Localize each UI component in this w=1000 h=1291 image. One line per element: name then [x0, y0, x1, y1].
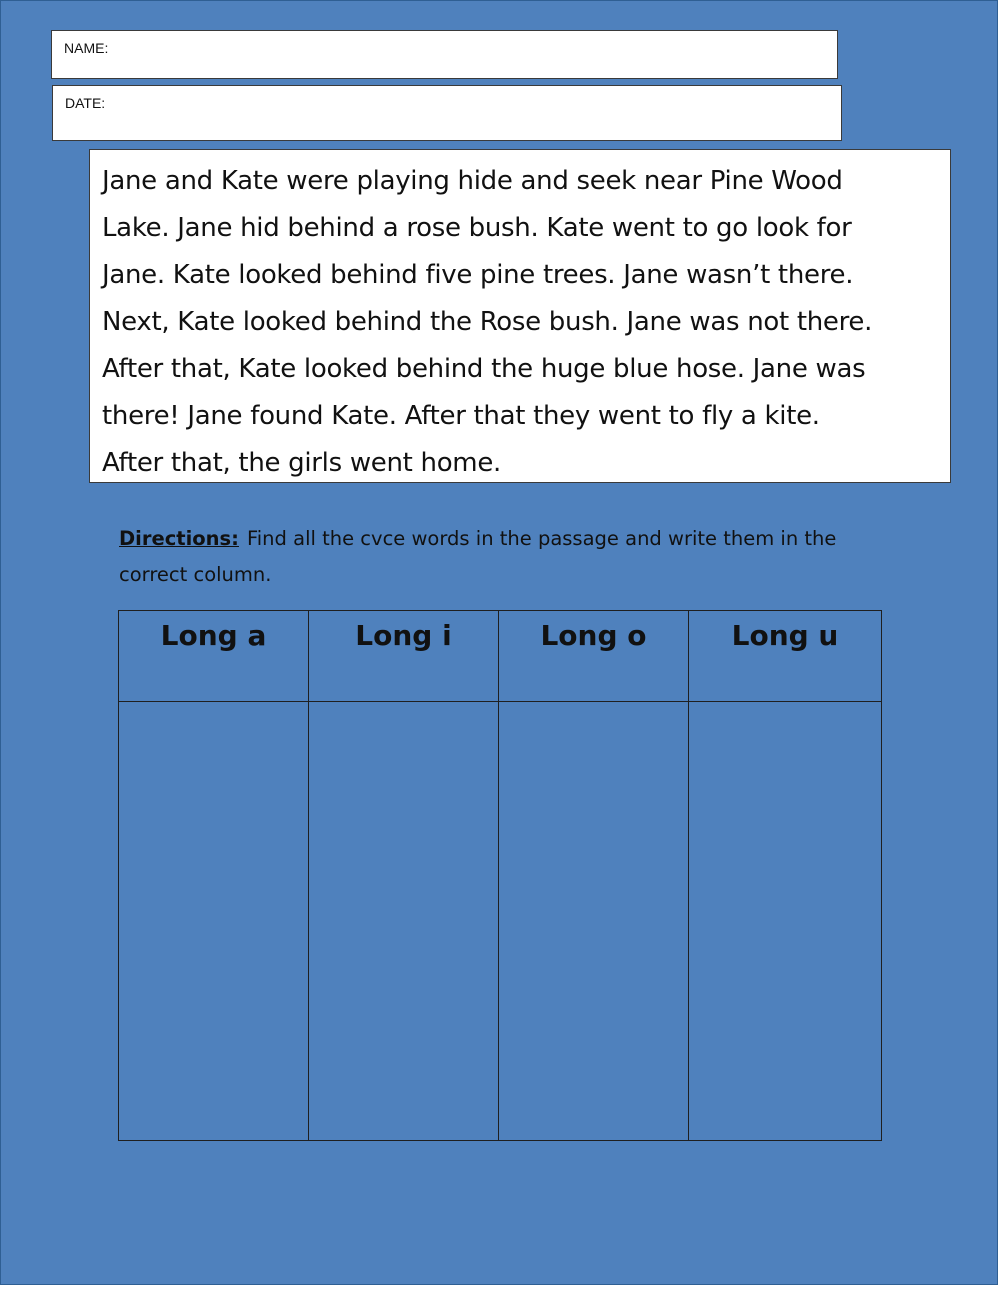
- column-header-long-o: Long o: [499, 611, 689, 702]
- answer-cell-long-i[interactable]: [309, 702, 499, 1140]
- directions-text: [119, 521, 879, 593]
- passage-line: there! Jane found Kate. After that they went to fly a kite.: [102, 401, 820, 431]
- passage-line: After that, Kate looked behind the huge blue hose. Jane was: [102, 354, 866, 384]
- column-header-long-i: Long i: [309, 611, 499, 702]
- column-header-long-a: Long a: [119, 611, 309, 702]
- column-header-long-u: Long u: [689, 611, 881, 702]
- directions-label: Directions:: [119, 527, 239, 550]
- date-label: DATE:: [65, 95, 106, 111]
- passage-line: Jane. Kate looked behind five pine trees. Jane wasn’t there.: [102, 260, 854, 290]
- date-field[interactable]: [52, 85, 842, 141]
- directions-body: Find all the cvce words in the passage and write them in the correct column.: [119, 527, 837, 586]
- answer-cell-long-o[interactable]: [499, 702, 689, 1140]
- name-field[interactable]: [51, 30, 838, 79]
- passage-line: Jane and Kate were playing hide and seek near Pine Wood: [102, 166, 843, 196]
- reading-passage: [89, 149, 951, 483]
- answer-cell-long-a[interactable]: [119, 702, 309, 1140]
- passage-line: After that, the girls went home.: [102, 448, 501, 478]
- passage-line: Next, Kate looked behind the Rose bush. Jane was not there.: [102, 307, 873, 337]
- answer-cell-long-u[interactable]: [689, 702, 881, 1140]
- name-label: NAME:: [64, 40, 109, 56]
- vowel-sort-table: [118, 610, 882, 1141]
- passage-line: Lake. Jane hid behind a rose bush. Kate went to go look for: [102, 213, 852, 243]
